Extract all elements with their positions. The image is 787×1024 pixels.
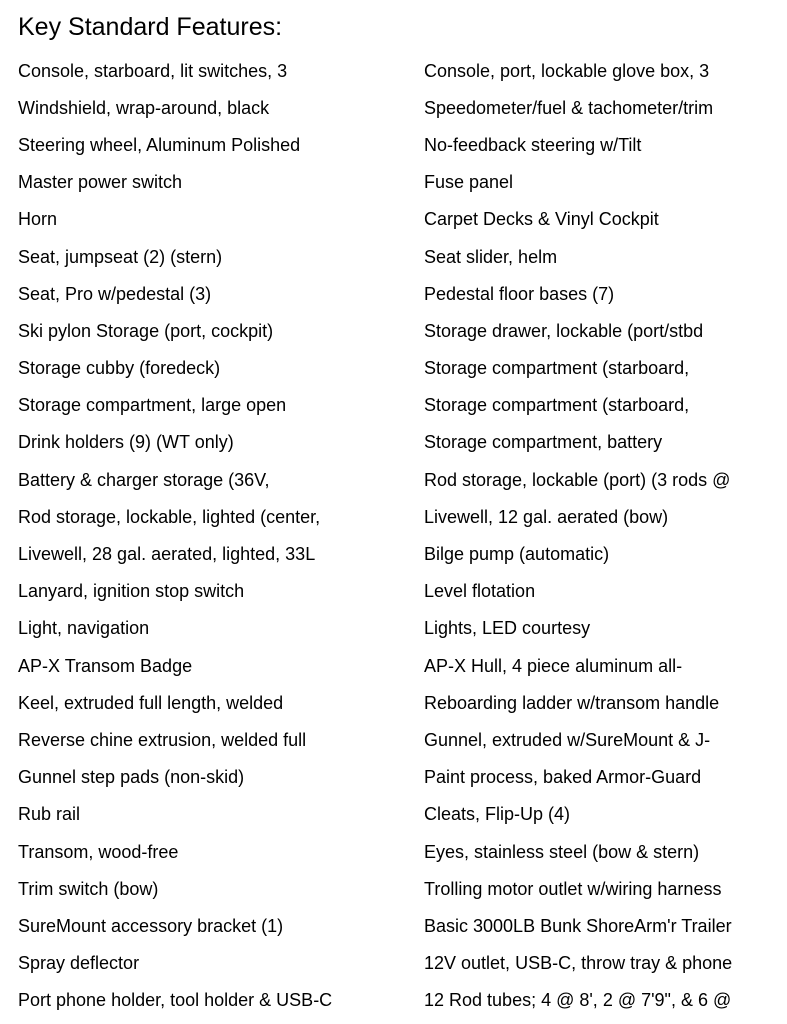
feature-item-right: Seat slider, helm [424,246,558,267]
feature-item-right: Rod storage, lockable (port) (3 rods @ [424,469,731,490]
feature-item-left: Master power switch [18,172,183,193]
feature-item-right: Storage compartment (starboard, [424,358,690,379]
feature-item-right: Speedometer/fuel & tachometer/trim [424,97,714,118]
feature-item-left: Keel, extruded full length, welded [18,692,284,713]
feature-item-right: Paint process, baked Armor-Guard [424,767,702,788]
feature-item-right: Trolling motor outlet w/wiring harness [424,878,722,899]
feature-item-left: Seat, Pro w/pedestal (3) [18,283,212,304]
feature-item-left: Ski pylon Storage (port, cockpit) [18,320,274,341]
feature-item-right: Level flotation [424,581,536,602]
feature-item-left: Port phone holder, tool holder & USB-C [18,990,333,1011]
feature-item-right: Reboarding ladder w/transom handle [424,692,720,713]
feature-item-right: Storage compartment, battery [424,432,663,453]
feature-item-left: Steering wheel, Aluminum Polished [18,134,301,155]
feature-item-left: Battery & charger storage (36V, [18,469,270,490]
feature-row [18,982,783,1019]
feature-item-left: Light, navigation [18,618,150,639]
feature-row [18,238,783,275]
feature-item-left: Gunnel step pads (non-skid) [18,767,245,788]
feature-row [18,89,783,126]
feature-row [18,52,783,89]
feature-item-left: Transom, wood-free [18,841,179,862]
feature-item-left: Storage cubby (foredeck) [18,358,221,379]
feature-item-right: Eyes, stainless steel (bow & stern) [424,841,700,862]
feature-row [18,275,783,312]
feature-item-right: AP-X Hull, 4 piece aluminum all- [424,655,683,676]
feature-item-right: Console, port, lockable glove box, 3 [424,60,710,81]
feature-row [18,610,783,647]
feature-item-left: Console, starboard, lit switches, 3 [18,60,288,81]
feature-row [18,350,783,387]
feature-item-right: Bilge pump (automatic) [424,544,610,565]
feature-item-right: Cleats, Flip-Up (4) [424,804,571,825]
feature-row [18,387,783,424]
feature-item-left: Rub rail [18,804,81,825]
feature-item-left: AP-X Transom Badge [18,655,193,676]
feature-row [18,126,783,163]
feature-item-left: Seat, jumpseat (2) (stern) [18,246,223,267]
feature-row [18,721,783,758]
feature-item-right: Pedestal floor bases (7) [424,283,615,304]
feature-item-right: No-feedback steering w/Tilt [424,134,642,155]
feature-item-right: Fuse panel [424,172,514,193]
feature-row [18,647,783,684]
feature-item-right: Lights, LED courtesy [424,618,591,639]
feature-row [18,945,783,982]
feature-row [18,164,783,201]
feature-row [18,870,783,907]
feature-item-right: Storage drawer, lockable (port/stbd [424,320,704,341]
page-title: Key Standard Features: [18,13,283,41]
feature-item-left: Windshield, wrap-around, black [18,97,270,118]
feature-row [18,833,783,870]
feature-row [18,796,783,833]
feature-item-right: Gunnel, extruded w/SureMount & J- [424,729,711,750]
feature-item-left: Lanyard, ignition stop switch [18,581,245,602]
feature-row [18,759,783,796]
feature-row [18,201,783,238]
feature-item-left: Horn [18,209,58,230]
feature-item-left: Livewell, 28 gal. aerated, lighted, 33L [18,544,316,565]
feature-row [18,461,783,498]
feature-item-right: Storage compartment (starboard, [424,395,690,416]
feature-item-left: Drink holders (9) (WT only) [18,432,234,453]
feature-row [18,424,783,461]
feature-item-left: Rod storage, lockable, lighted (center, [18,506,321,527]
feature-row [18,312,783,349]
feature-item-left: Reverse chine extrusion, welded full [18,729,307,750]
feature-item-right: Livewell, 12 gal. aerated (bow) [424,506,669,527]
feature-item-right: 12V outlet, USB-C, throw tray & phone [424,953,733,974]
feature-item-right: 12 Rod tubes; 4 @ 8', 2 @ 7'9", & 6 @ [424,990,732,1011]
feature-row [18,498,783,535]
feature-row [18,535,783,572]
feature-item-left: SureMount accessory bracket (1) [18,915,284,936]
features-list [18,52,783,1019]
feature-row [18,907,783,944]
feature-item-left: Trim switch (bow) [18,878,159,899]
feature-item-right: Carpet Decks & Vinyl Cockpit [424,209,659,230]
feature-item-left: Storage compartment, large open [18,395,287,416]
feature-item-left: Spray deflector [18,953,140,974]
feature-row [18,684,783,721]
feature-item-right: Basic 3000LB Bunk ShoreArm'r Trailer [424,915,732,936]
feature-row [18,573,783,610]
